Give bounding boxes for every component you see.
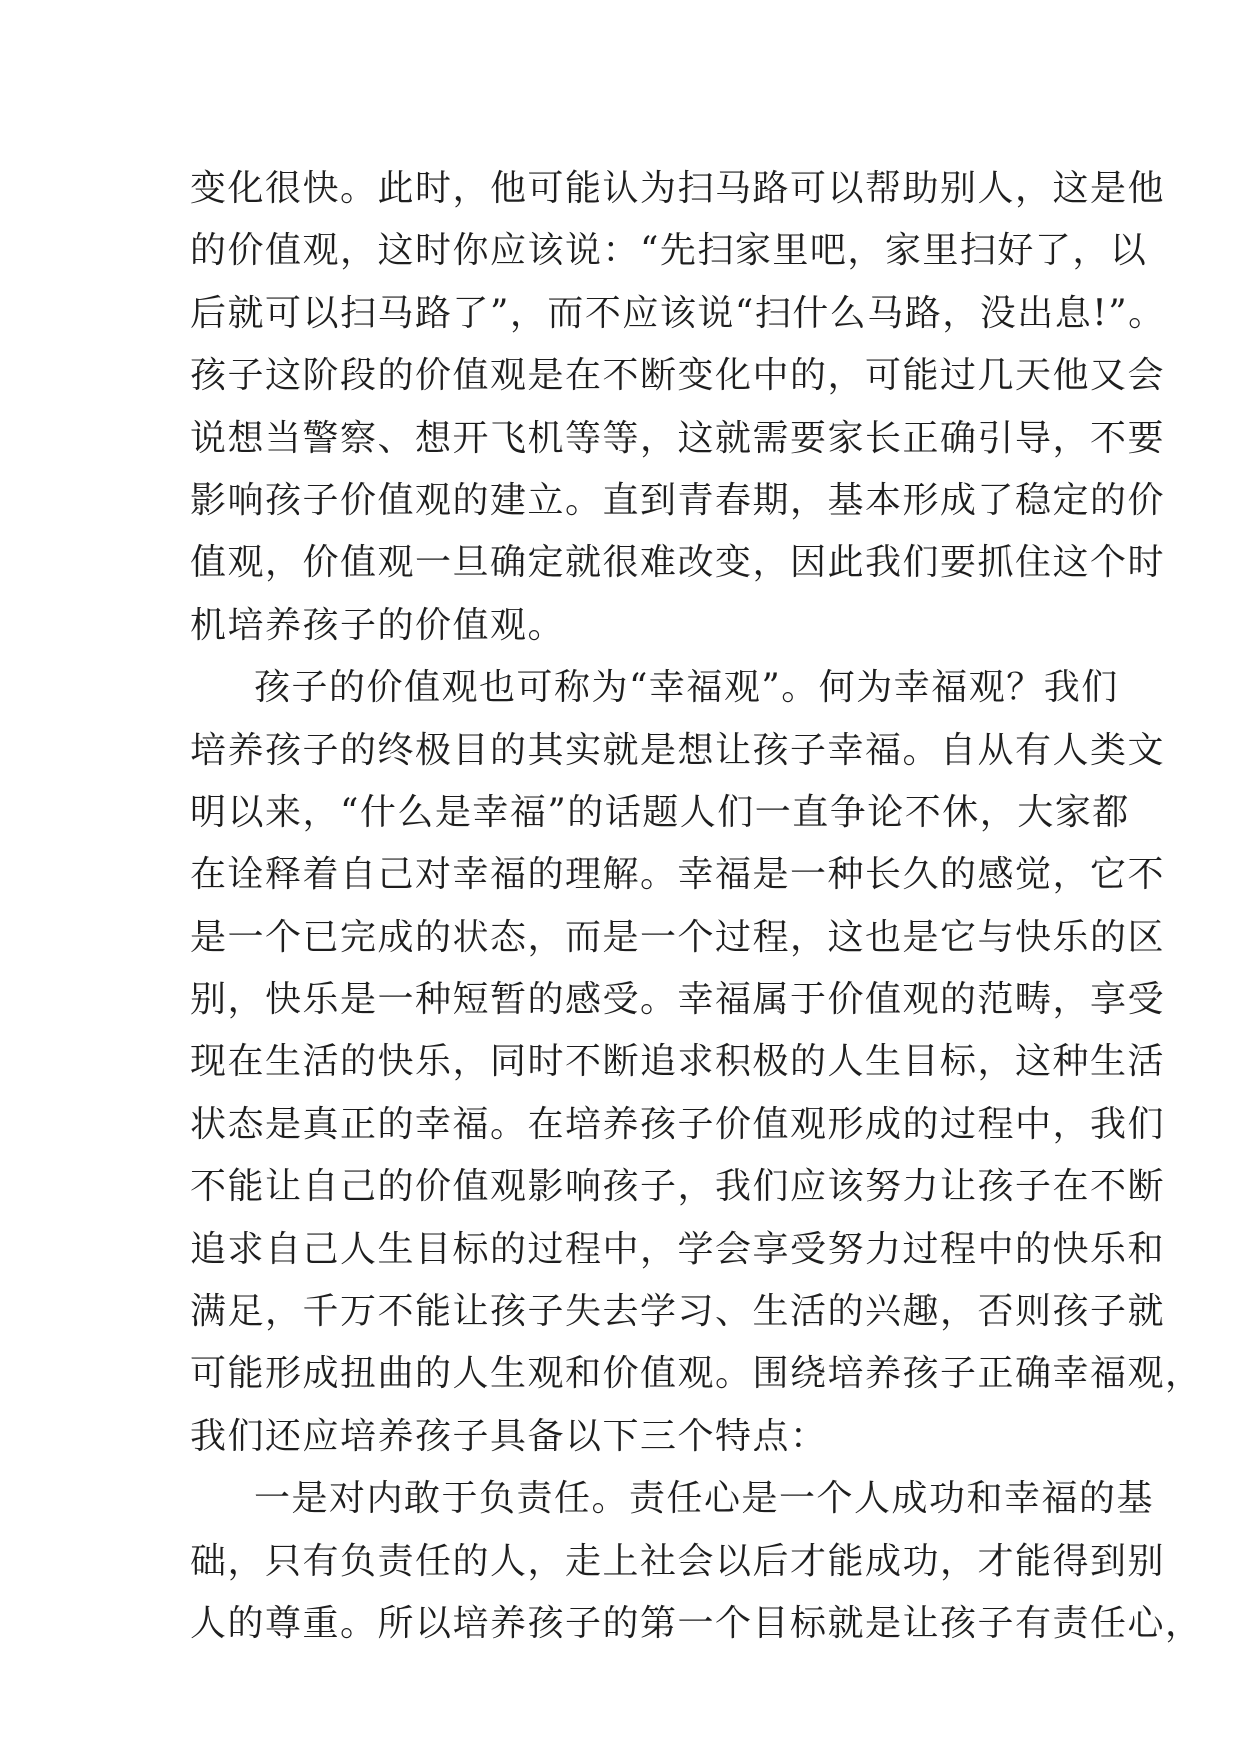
text-line: 满足，千万不能让孩子失去学习、生活的兴趣，否则孩子就	[190, 1291, 1166, 1333]
text-line: 说想当警察、想开飞机等等，这就需要家长正确引导，不要	[190, 417, 1166, 459]
text-line: 的价值观，这时你应该说：“先扫家里吧，家里扫好了，以	[190, 230, 1148, 272]
text-line: 人的尊重。所以培养孩子的第一个目标就是让孩子有责任心，	[190, 1602, 1203, 1644]
text-line: 追求自己人生目标的过程中，学会享受努力过程中的快乐和	[190, 1228, 1166, 1270]
text-line: 后就可以扫马路了”，而不应该说“扫什么马路，没出息!”。	[190, 292, 1166, 334]
text-line: 我们还应培养孩子具备以下三个特点：	[190, 1415, 828, 1457]
text-line: 现在生活的快乐，同时不断追求积极的人生目标，这种生活	[190, 1041, 1166, 1083]
text-line: 不能让自己的价值观影响孩子，我们应该努力让孩子在不断	[190, 1166, 1166, 1208]
text-line: 孩子这阶段的价值观是在不断变化中的，可能过几天他又会	[190, 355, 1166, 397]
text-line: 机培养孩子的价值观。	[190, 604, 566, 646]
text-line: 在诠释着自己对幸福的理解。幸福是一种长久的感觉，它不	[190, 854, 1166, 896]
text-line: 状态是真正的幸福。在培养孩子价值观形成的过程中，我们	[190, 1103, 1166, 1145]
text-line: 可能形成扭曲的人生观和价值观。围绕培养孩子正确幸福观，	[190, 1353, 1203, 1395]
paragraph-first-line: 一是对内敢于负责任。责任心是一个人成功和幸福的基	[254, 1478, 1155, 1520]
text-line: 影响孩子价值观的建立。直到青春期，基本形成了稳定的价	[190, 479, 1166, 521]
text-line: 别，快乐是一种短暂的感受。幸福属于价值观的范畴，享受	[190, 979, 1166, 1021]
text-line: 础，只有负责任的人，走上社会以后才能成功，才能得到别	[190, 1540, 1166, 1582]
text-line: 培养孩子的终极目的其实就是想让孩子幸福。自从有人类文	[190, 729, 1166, 771]
body-text	[190, 158, 1203, 1655]
text-line: 变化很快。此时，他可能认为扫马路可以帮助别人，这是他	[190, 168, 1166, 209]
text-line: 明以来，“什么是幸福”的话题人们一直争论不休，大家都	[190, 791, 1130, 833]
paragraph-first-line: 孩子的价值观也可称为“幸福观”。何为幸福观？我们	[254, 667, 1119, 709]
text-line: 值观，价值观一旦确定就很难改变，因此我们要抓住这个时	[190, 542, 1166, 584]
text-line: 是一个已完成的状态，而是一个过程，这也是它与快乐的区	[190, 916, 1166, 958]
